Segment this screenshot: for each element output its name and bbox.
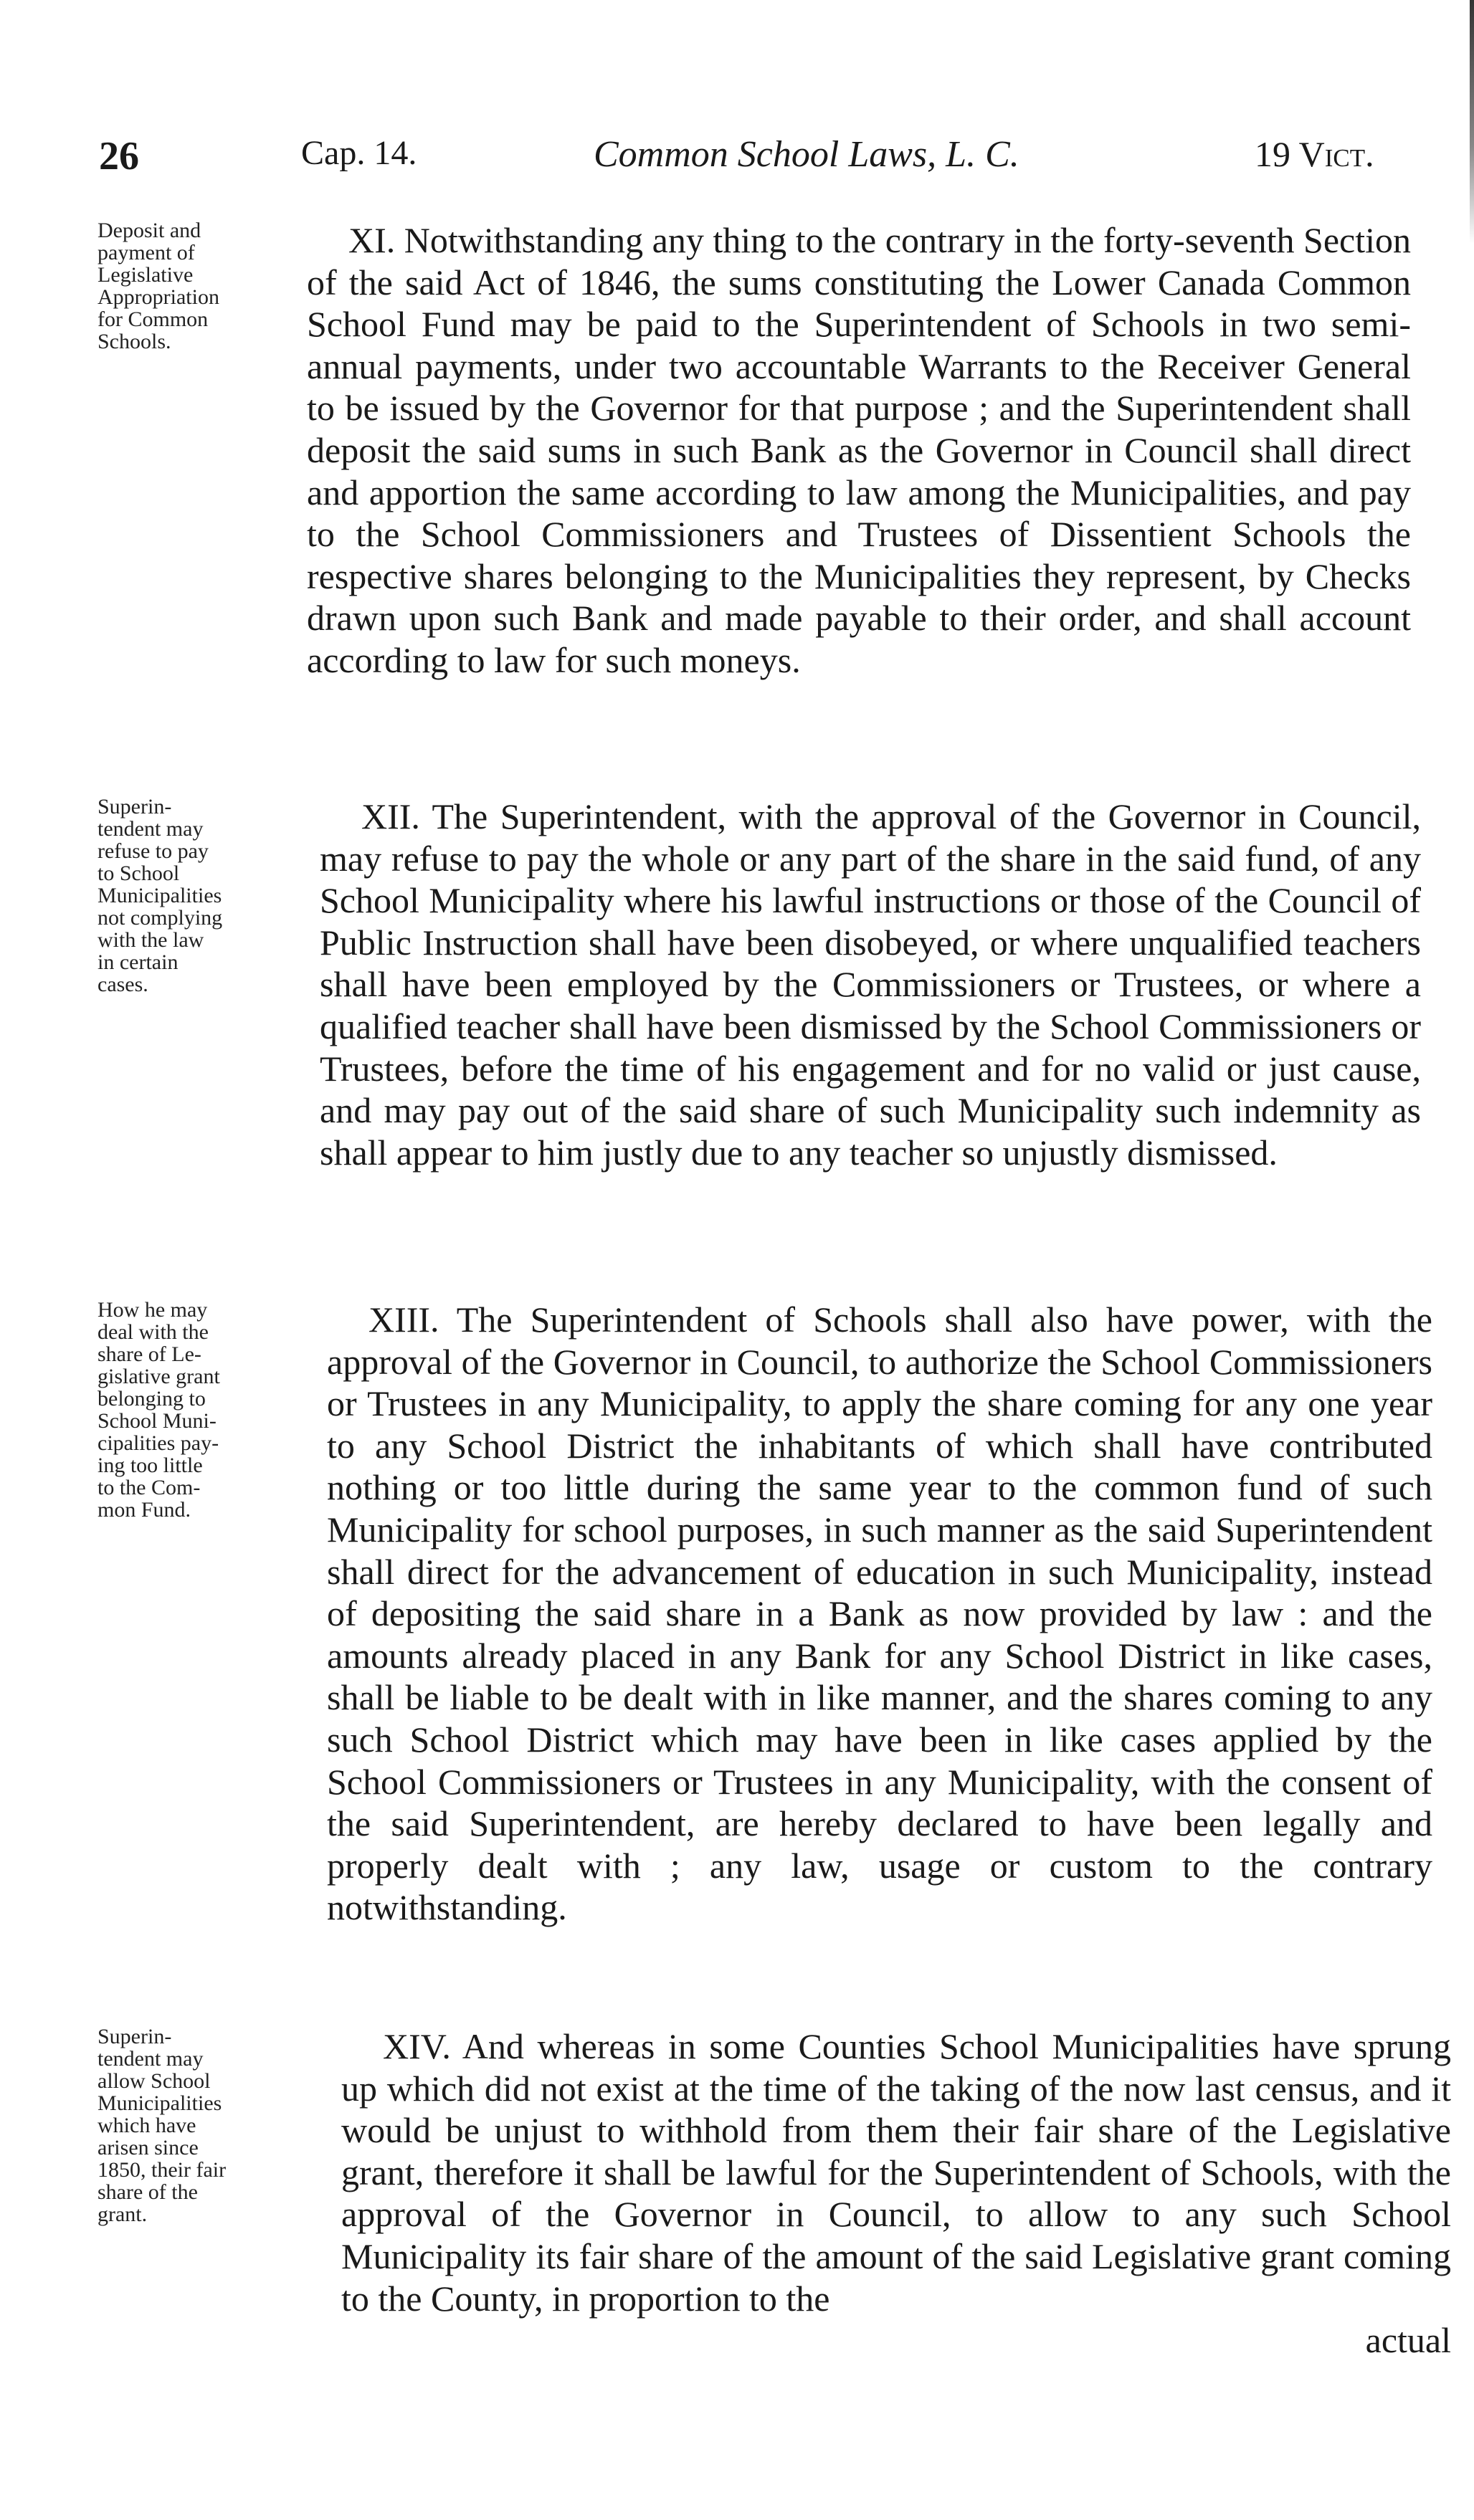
section-text: XIII. The Superintendent of Schools shall also have power, with the approval of the Governor in Council, to authorize the School Commissioners or Trustees in any Municipality, to apply the share coming for any one year to any School District the inhabitants of which shall have contributed nothing or too little during the same year to the common fund of such Municipality for school purposes, in such manner as the said Superintendent shall direct for the advancement of education in such Municipality, instead of depositing the said share in a Bank as now provided by law : and the amounts already placed in any Bank for any School District in like cases, shall be liable to be dealt with in like manner, and the shares coming to any such School District which may have been in like cases applied by the School Commissioners or Trustees in any Municipality, with the consent of the said Superintendent, are hereby declared to have been legally and properly dealt with ; any law, usage or custom to the contrary notwithstanding. — [327, 1299, 1432, 1928]
catchword: actual — [1365, 2320, 1451, 2361]
running-title: Common School Laws, L. C. — [594, 134, 1019, 175]
section-text — [341, 2025, 1451, 2362]
page-edge-mark — [1470, 0, 1474, 244]
section-text: XII. The Superintendent, with the approval of the Governor in Council, may refuse to pay the whole or any part of the share in the said fund, of any School Municipality where his lawful instructions or those of the Council of Public Instruction shall have been disobeyed, or where unqualified teachers shall have been employed by the Commissioners or Trustees, or where a qualified teacher shall have been dismissed by the School Commissioners or Trustees, before the time of his engagement and for no valid or just cause, and may pay out of the said share of such Municipality such indemnity as shall appear to him justly due to any teacher so unjustly dismissed. — [320, 796, 1421, 1173]
regnal-year: 19 Vict. — [1255, 134, 1374, 174]
margin-note: Superin- tendent may refuse to pay to School Municipalities not complying with the law in certain cases. — [98, 795, 223, 996]
margin-note: Deposit and payment of Legislative Appropriation for Common Schools. — [98, 219, 219, 353]
margin-note: How he may deal with the share of Le- gislative grant belonging to School Muni- cipalities pay- ing too little to the Com- mon Fund. — [98, 1298, 220, 1522]
section-text: XI. Notwithstanding any thing to the contrary in the forty-seventh Section of the said Act of 1846, the sums constituting the Lower Canada Common School Fund may be paid to the Superintendent of Schools in two semi-annual payments, under two accountable Warrants to the Receiver General to be issued by the Governor for that purpose ; and the Superintendent shall deposit the said sums in such Bank as the Governor in Council shall direct and apportion the same according to law among the Municipalities, and pay to the School Commissioners and Trustees of Dissentient Schools the respective shares belonging to the Municipalities they represent, by Checks drawn upon such Bank and made payable to their order, and shall account according to law for such moneys. — [307, 220, 1411, 680]
section-body: XIV. And whereas in some Counties School Municipalities have sprung up which did not exist at the time of the taking of the now last census, and it would be unjust to withhold from them their fair share of the Legislative grant, therefore it shall be lawful for the Superintendent of Schools, with the approval of the Governor in Council, to allow to any such School Municipality its fair share of the amount of the said Legislative grant coming to the County, in proportion to the — [341, 2026, 1451, 2319]
margin-note: Superin- tendent may allow School Municipalities which have arisen since 1850, their fair share of the grant. — [98, 2025, 227, 2226]
chapter-label: Cap. 14. — [301, 134, 417, 172]
page-number: 26 — [99, 134, 139, 178]
